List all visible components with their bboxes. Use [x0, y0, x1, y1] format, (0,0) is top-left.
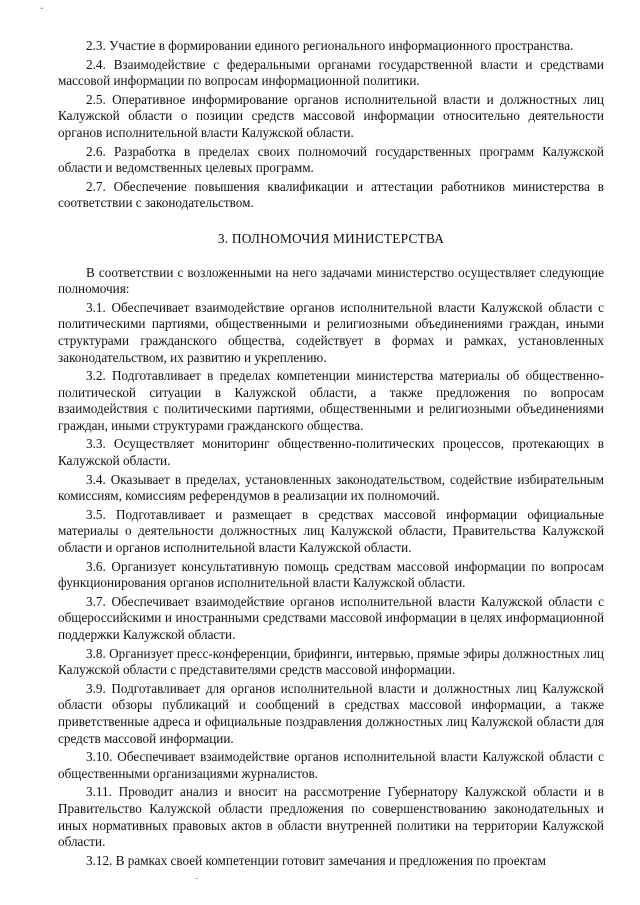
- document-body: [58, 38, 604, 871]
- paragraph-2-5: 2.5. Оперативное информирование органов исполнительной власти и должностных лиц Калужской области о позиции средств массовой информации относительно деятельности органов исполнительной власти Калужской области.: [58, 91, 604, 140]
- paragraph-2-6: 2.6. Разработка в пределах своих полномочий государственных программ Калужской области и ведомственных целевых программ.: [58, 143, 604, 176]
- paragraph-3-8: 3.8. Организует пресс-конференции, брифинги, интервью, прямые эфиры должностных лиц Калужской области с представителями средств массовой информации.: [58, 645, 604, 678]
- paragraph-2-7: 2.7. Обеспечение повышения квалификации и аттестации работников министерства в соответствии с законодательством.: [58, 178, 604, 211]
- paragraph-3-4: 3.4. Оказывает в пределах, установленных законодательством, содействие избирательным комиссиям, комиссиям референдумов в реализации их полномочий.: [58, 471, 604, 504]
- paragraph-3-10: 3.10. Обеспечивает взаимодействие органов исполнительной власти Калужской области с общественными организациями журналистов.: [58, 749, 604, 781]
- paragraph-2-4: 2.4. Взаимодействие с федеральными органами государственной власти и средствами массовой информации по вопросам информационной политики.: [58, 56, 604, 89]
- paragraph-3-12: 3.12. В рамках своей компетенции готовит замечания и предложения по проектам: [86, 852, 546, 868]
- paragraph-3-2: 3.2. Подготавливает в пределах компетенции министерства материалы об общественно-политической ситуации в Калужской области, а также предложения по вопросам взаимодействия с политическими партиями, общественными и религиозными объединениями граждан, иными структурами гражданского общества.: [58, 368, 604, 433]
- paragraph-3-3: 3.3. Осуществляет мониторинг общественно-политических процессов, протекающих в Калужской области.: [58, 436, 604, 469]
- paragraph-3-5: 3.5. Подготавливает и размещает в средствах массовой информации официальные материалы о деятельности должностных лиц Калужской области, Правительства Калужской области и органов исполнительной власти Калужской области.: [58, 506, 604, 556]
- scan-mark-bottom: ˜: [195, 877, 199, 888]
- paragraph-3-11: 3.11. Проводит анализ и вносит на рассмотрение Губернатору Калужской области и в Правительство Калужской области предложения по совершенствованию законодательных и иных нормативных правовых актов в области внутренней политики на территории Калужской области.: [58, 784, 604, 850]
- paragraph-3-9: 3.9. Подготавливает для органов исполнительной власти и должностных лиц Калужской области обзоры публикаций и сообщений в средствах массовой информации, а также приветственные адреса и официальные поздравления должностных лиц Калужской области для средств массовой информации.: [58, 680, 604, 746]
- paragraph-2-3: 2.3. Участие в формировании единого регионального информационного пространства.: [86, 38, 574, 53]
- paragraph-intro: В соответствии с возложенными на него задачами министерство осуществляет следующие полномочия:: [58, 264, 604, 297]
- scan-mark: ˇ: [40, 7, 44, 18]
- section-title: 3. ПОЛНОМОЧИЯ МИНИСТЕРСТВА: [217, 230, 445, 246]
- paragraph-3-1: 3.1. Обеспечивает взаимодействие органов исполнительной власти Калужской области с политическими партиями, общественными и религиозными объединениями граждан, иными структурами гражданского общества, содействует в формах и рамках, установленных законодательством, их развитию и укреплению.: [58, 299, 604, 365]
- paragraph-3-7: 3.7. Обеспечивает взаимодействие органов исполнительной власти Калужской области с общероссийскими и иностранными средствами массовой информации в целях информационной поддержки Калужской области.: [58, 593, 604, 642]
- paragraph-3-6: 3.6. Организует консультативную помощь средствам массовой информации по вопросам функционирования органов исполнительной власти Калужской области.: [58, 558, 604, 591]
